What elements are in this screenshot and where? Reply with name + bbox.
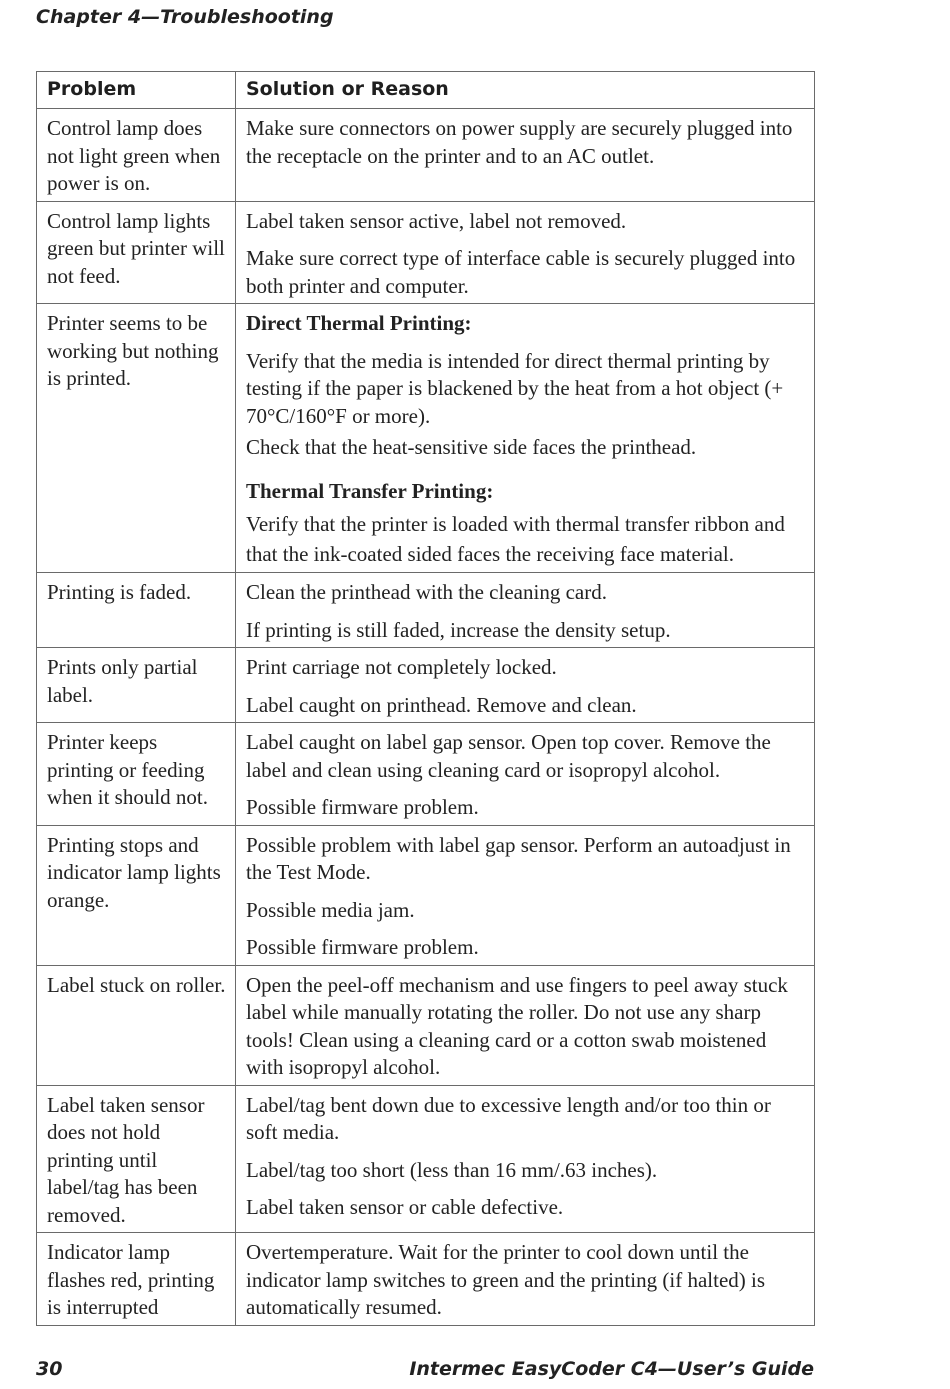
table-row (37, 825, 815, 965)
solution-text: Label caught on label gap sensor. Open top cover. Remove the label and clean using cleaning card or isopropyl alcohol. (246, 730, 771, 782)
solution-text: Label taken sensor active, label not removed. (246, 208, 627, 233)
solution-cell (236, 304, 815, 573)
solution-text: Possible problem with label gap sensor. Perform an autoadjust in the Test Mode. (246, 832, 791, 884)
solution-text: Print carriage not completely locked. (246, 655, 557, 679)
solution-text: Overtemperature. Wait for the printer to cool down until the indicator lamp switches to green and the printing (if halted) is automatically resumed. (246, 1240, 766, 1319)
problem-cell: Prints only partial label. (37, 648, 236, 723)
solution-cell (236, 109, 815, 202)
solution-text: Label/tag too short (less than 16 mm/.63 inches). (246, 1157, 658, 1182)
solution-cell (236, 1233, 815, 1326)
guide-title: Intermec EasyCoder C4—User’s Guide (409, 1358, 814, 1380)
chapter-header: Chapter 4—Troubleshooting (36, 6, 334, 28)
column-header-solution: Solution or Reason (236, 72, 815, 109)
troubleshooting-table (36, 71, 815, 1326)
solution-text: Possible media jam. (246, 897, 415, 922)
table-row (37, 723, 815, 826)
table-header-row (37, 72, 815, 109)
problem-cell: Printer seems to be working but nothing is printed. (37, 304, 236, 573)
solution-cell (236, 825, 815, 965)
solution-text: Check that the heat-sensitive side faces the printhead. (246, 435, 697, 459)
solution-cell (236, 201, 815, 304)
solution-text: Clean the printhead with the cleaning card. (246, 580, 607, 604)
solution-text: Possible firmware problem. (246, 935, 479, 959)
solution-text: Open the peel-off mechanism and use fingers to peel away stuck label while manually rotating the roller. Do not use any sharp tools! Clean using a cleaning card or a cotton swab moistened with isopropyl alcohol. (246, 972, 788, 1079)
solution-text: Verify that the media is intended for direct thermal printing by testing if the paper is blackened by the heat from a hot object (+ 70°C/160°F or more). (246, 348, 784, 428)
table-row (37, 573, 815, 648)
problem-cell: Label taken sensor does not hold printing until label/tag has been removed. (37, 1085, 236, 1233)
solution-cell (236, 573, 815, 648)
solution-text: Make sure correct type of interface cable is securely plugged into both printer and computer. (246, 246, 796, 298)
table-row (37, 1085, 815, 1233)
solution-cell (236, 965, 815, 1085)
table-row (37, 109, 815, 202)
problem-cell: Printing stops and indicator lamp lights orange. (37, 825, 236, 965)
problem-cell: Label stuck on roller. (37, 965, 236, 1085)
solution-cell (236, 1085, 815, 1233)
section-heading-thermal-transfer: Thermal Transfer Printing: (246, 478, 494, 503)
solution-text: Possible firmware problem. (246, 795, 479, 819)
problem-cell: Control lamp lights green but printer will not feed. (37, 201, 236, 304)
solution-cell (236, 648, 815, 723)
table-row (37, 1233, 815, 1326)
table-row (37, 648, 815, 723)
solution-text: Label taken sensor or cable defective. (246, 1195, 564, 1219)
solution-text: Make sure connectors on power supply are securely plugged into the receptacle on the printer and to an AC outlet. (246, 116, 793, 168)
problem-cell: Printing is faded. (37, 573, 236, 648)
section-heading-direct-thermal: Direct Thermal Printing: (246, 311, 472, 335)
solution-text: Label caught on printhead. Remove and clean. (246, 692, 637, 717)
solution-cell (236, 723, 815, 826)
problem-cell: Printer keeps printing or feeding when it should not. (37, 723, 236, 826)
table-row (37, 201, 815, 304)
problem-cell: Indicator lamp flashes red, printing is interrupted (37, 1233, 236, 1326)
table-row (37, 304, 815, 573)
page-number: 30 (36, 1358, 63, 1380)
solution-text: Verify that the printer is loaded with thermal transfer ribbon and that the ink-coated sided faces the receiving face material. (246, 512, 785, 566)
problem-cell: Control lamp does not light green when power is on. (37, 109, 236, 202)
solution-text: If printing is still faded, increase the density setup. (246, 617, 671, 642)
column-header-problem: Problem (37, 72, 236, 109)
solution-text: Label/tag bent down due to excessive length and/or too thin or soft media. (246, 1092, 771, 1144)
table-row (37, 965, 815, 1085)
